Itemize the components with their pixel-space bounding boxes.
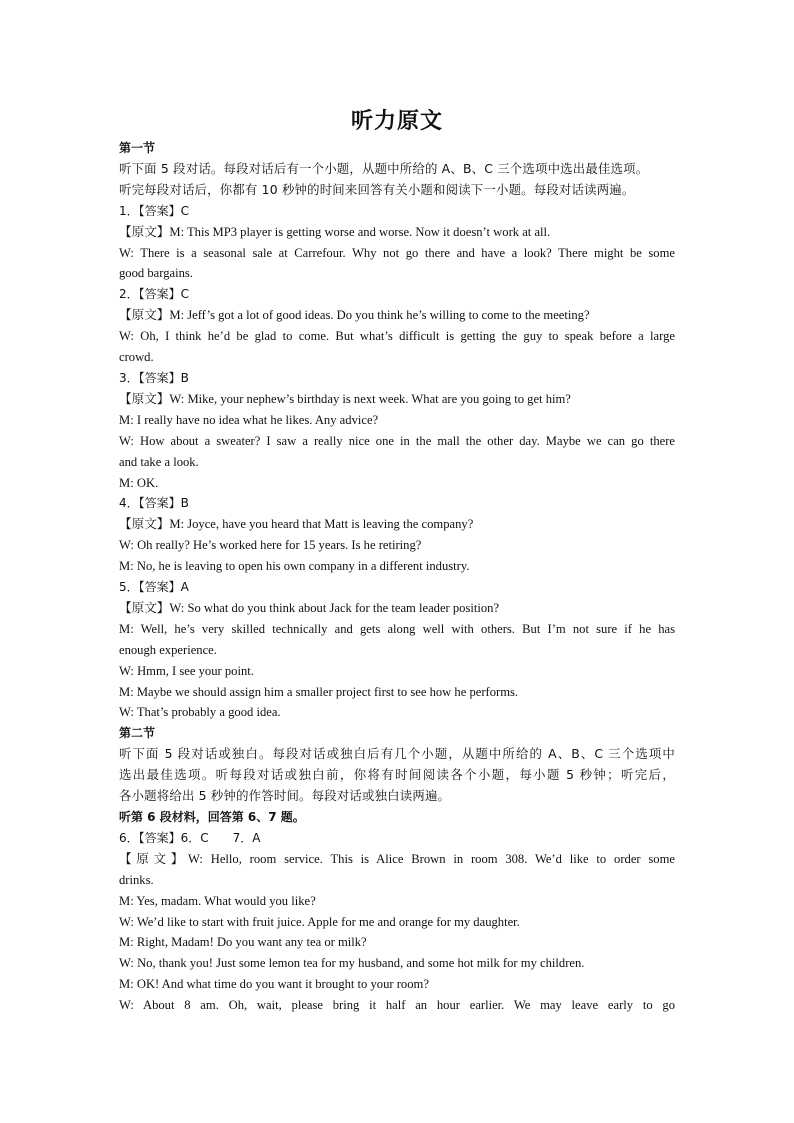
q5-transcript-line: M: Well, he’s very skilled technically and gets along well with others. But I’m not sure if he has (119, 621, 675, 636)
q3-transcript-line: M: I really have no idea what he likes. Any advice? (119, 412, 379, 427)
section-1-instructions-line-1: 听下面 5 段对话。每段对话后有一个小题，从题中所给的 A、B、C 三个选项中选出最佳选项。 (119, 160, 649, 176)
q5-transcript-line: W: Hmm, I see your point. (119, 663, 254, 678)
q4-answer: 4．【答案】B (119, 496, 189, 511)
section-2-instructions-line-1: 听下面 5 段对话或独白。每段对话或独白后有几个小题，从题中所给的 A、B、C 三个选项中 (119, 746, 675, 762)
q5-transcript-line: enough experience. (119, 642, 217, 657)
material-6-heading: 听第 6 段材料，回答第 6、7 题。 (119, 810, 305, 824)
q4-transcript-line: W: Oh really? He’s worked here for 15 years. Is he retiring? (119, 538, 422, 553)
q3-answer: 3．【答案】B (119, 370, 189, 385)
section-heading-2: 第二节 (119, 726, 156, 741)
section-1-instructions-line-2: 听完每段对话后，你都有 10 秒钟的时间来回答有关小题和阅读下一小题。每段对话读两遍。 (119, 181, 635, 197)
page-title: 听力原文 (350, 109, 443, 134)
q3-transcript-line: W: How about a sweater? I saw a really nice one in the mall the other day. Maybe we can go there (119, 433, 675, 448)
q6-7-answer: 6．【答案】6．C 7．A (119, 830, 261, 845)
q6-7-transcript-line: M: Right, Madam! Do you want any tea or milk? (119, 935, 367, 950)
q1-transcript-line: W: There is a seasonal sale at Carrefour. Why not go there and have a look? There might be some (119, 245, 675, 260)
q2-transcript-line: W: Oh, I think he’d be glad to come. But what’s difficult is getting the guy to speak before a large (119, 329, 675, 344)
q1-answer: 1．【答案】C (119, 203, 190, 218)
q5-transcript-line: W: That’s probably a good idea. (119, 705, 281, 720)
q5-answer: 5．【答案】A (119, 580, 189, 595)
q6-7-transcript-line: 【原文】W: Hello, room service. This is Alice Brown in room 308. We’d like to order some (119, 851, 675, 866)
section-2-instructions-line-2: 选出最佳选项。听每段对话或独白前，你将有时间阅读各个小题，每小题 5 秒钟；听完后， (119, 767, 675, 783)
q6-7-transcript-line: W: About 8 am. Oh, wait, please bring it half an hour earlier. We may leave early to go (119, 998, 675, 1013)
q4-transcript-line: M: No, he is leaving to open his own company in a different industry. (119, 559, 470, 574)
q5-transcript-line: M: Maybe we should assign him a smaller project first to see how he performs. (119, 684, 519, 699)
q5-transcript-line: 【原文】W: So what do you think about Jack for the team leader position? (119, 600, 500, 615)
q6-7-transcript-line: drinks. (119, 872, 154, 887)
q3-transcript-line: M: OK. (119, 475, 159, 490)
section-heading-1: 第一节 (119, 141, 156, 155)
q1-transcript-line: 【原文】M: This MP3 player is getting worse and worse. Now it doesn’t work at all. (119, 224, 551, 239)
q6-7-transcript-line: M: OK! And what time do you want it brought to your room? (119, 977, 429, 992)
document-body (119, 138, 675, 1016)
q4-transcript-line: 【原文】M: Joyce, have you heard that Matt is leaving the company? (119, 517, 474, 532)
q3-transcript-line: 【原文】W: Mike, your nephew’s birthday is next week. What are you going to get him? (119, 391, 571, 406)
q2-transcript-line: crowd. (119, 350, 154, 365)
q6-7-transcript-line: W: No, thank you! Just some lemon tea for my husband, and some hot milk for my children. (119, 956, 585, 971)
q2-transcript-line: 【原文】M: Jeff’s got a lot of good ideas. Do you think he’s willing to come to the meeting? (119, 308, 590, 323)
q1-transcript-line: good bargains. (119, 266, 193, 281)
q6-7-transcript-line: M: Yes, madam. What would you like? (119, 893, 316, 908)
q3-transcript-line: and take a look. (119, 454, 199, 469)
q2-answer: 2．【答案】C (119, 287, 190, 302)
q6-7-transcript-line: W: We’d like to start with fruit juice. Apple for me and orange for my daughter. (119, 914, 520, 929)
section-2-instructions-line-3: 各小题将给出 5 秒钟的作答时间。每段对话或独白读两遍。 (119, 788, 451, 804)
